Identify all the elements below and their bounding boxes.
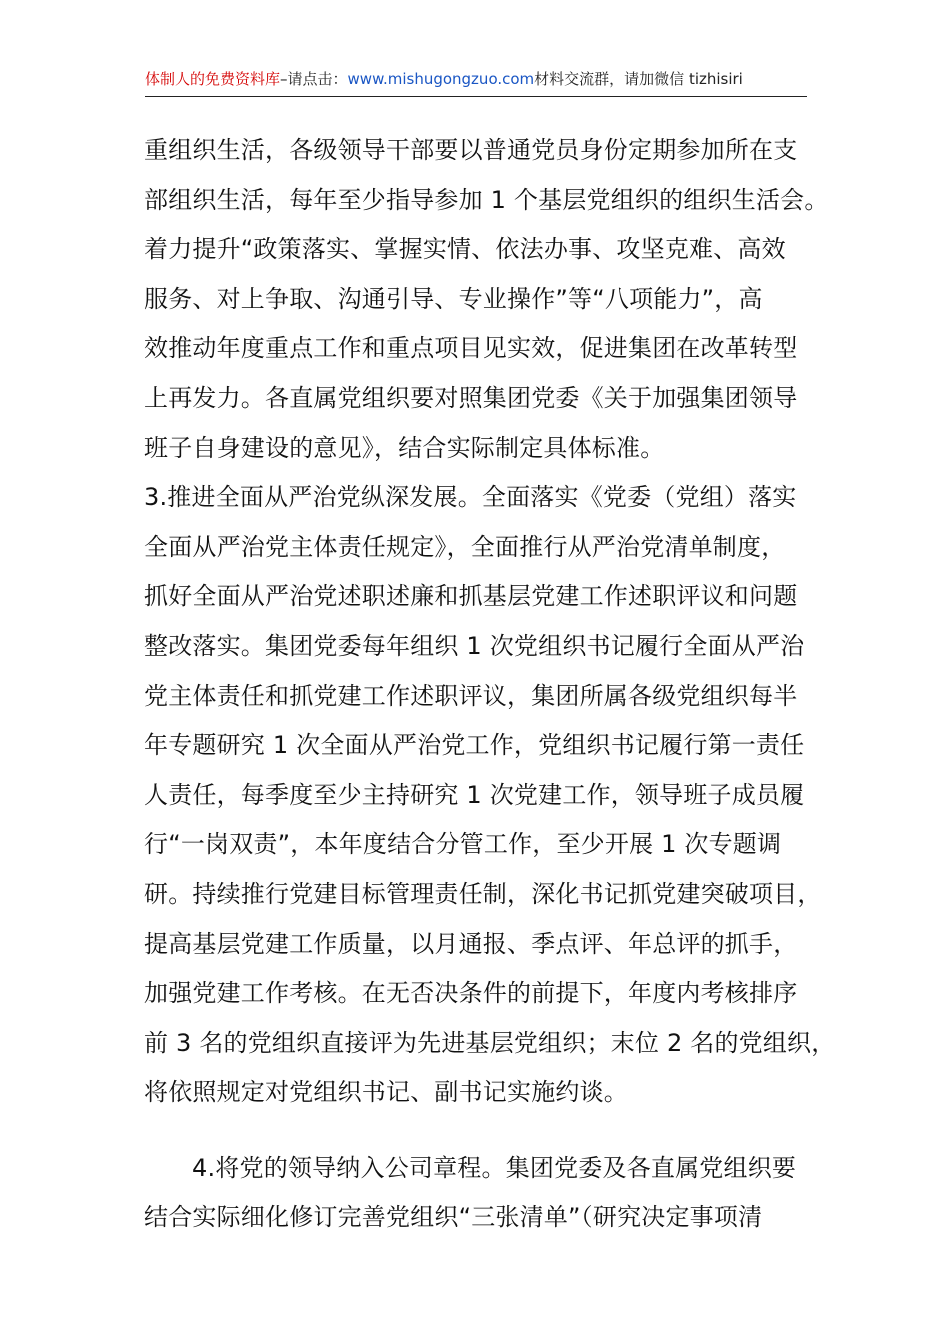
- text-line: 部组织生活，每年至少指导参加 1 个基层党组织的组织生活会。: [144, 185, 829, 214]
- header-prompt: –请点击：: [280, 70, 348, 88]
- paragraph-1: [144, 126, 829, 473]
- text-line: 年专题研究 1 次全面从严治党工作，党组织书记履行第一责任: [144, 731, 805, 760]
- text-line: 前 3 名的党组织直接评为先进基层党组织；末位 2 名的党组织，: [144, 1028, 836, 1057]
- text-line: 效推动年度重点工作和重点项目见实效，促进集团在改革转型: [144, 334, 798, 363]
- text-line: 党主体责任和抓党建工作述职评议，集团所属各级党组织每半: [144, 681, 798, 710]
- header-suffix: 材料交流群，请加微信 tizhisiri: [534, 70, 743, 88]
- text-line: 上再发力。各直属党组织要对照集团党委《关于加强集团领导: [144, 383, 798, 412]
- text-line: 提高基层党建工作质量，以月通报、季点评、年总评的抓手，: [144, 929, 798, 958]
- text-line: 行“一岗双责”，本年度结合分管工作，至少开展 1 次专题调: [144, 830, 782, 859]
- text-line: 重组织生活，各级领导干部要以普通党员身份定期参加所在支: [144, 136, 798, 164]
- paragraph-gap: [144, 1118, 824, 1144]
- page-header: [145, 66, 807, 97]
- text-line: 人责任，每季度至少主持研究 1 次党建工作，领导班子成员履: [144, 780, 805, 809]
- text-line: 全面从严治党主体责任规定》，全面推行从严治党清单制度，: [144, 532, 786, 561]
- header-brand: 体制人的免费资料库: [145, 70, 281, 88]
- text-line: 加强党建工作考核。在无否决条件的前提下，年度内考核排序: [144, 979, 798, 1008]
- text-line: 研。持续推行党建目标管理责任制，深化书记抓党建突破项目，: [144, 879, 822, 908]
- document-body: [144, 126, 836, 1243]
- text-line: 4.将党的领导纳入公司章程。集团党委及各直属党组织要: [192, 1153, 797, 1182]
- text-line: 3.推进全面从严治党纵深发展。全面落实《党委（党组）落实: [144, 483, 797, 512]
- text-line: 将依照规定对党组织书记、副书记实施约谈。: [144, 1078, 628, 1107]
- text-line: 整改落实。集团党委每年组织 1 次党组织书记履行全面从严治: [144, 631, 805, 660]
- header-url-link[interactable]: www.mishugongzuo.com: [347, 70, 535, 88]
- paragraph-2: [144, 473, 836, 1118]
- text-line: 结合实际细化修订完善党组织“三张清单”（研究决定事项清: [144, 1203, 763, 1232]
- text-line: 服务、对上争取、沟通引导、专业操作”等“八项能力”，高: [144, 284, 763, 313]
- text-line: 抓好全面从严治党述职述廉和抓基层党建工作述职评议和问题: [144, 582, 798, 611]
- text-line: 着力提升“政策落实、掌握实情、依法办事、攻坚克难、高效: [144, 235, 786, 264]
- paragraph-3: [144, 1144, 824, 1243]
- text-line: 班子自身建设的意见》，结合实际制定具体标准。: [144, 433, 665, 462]
